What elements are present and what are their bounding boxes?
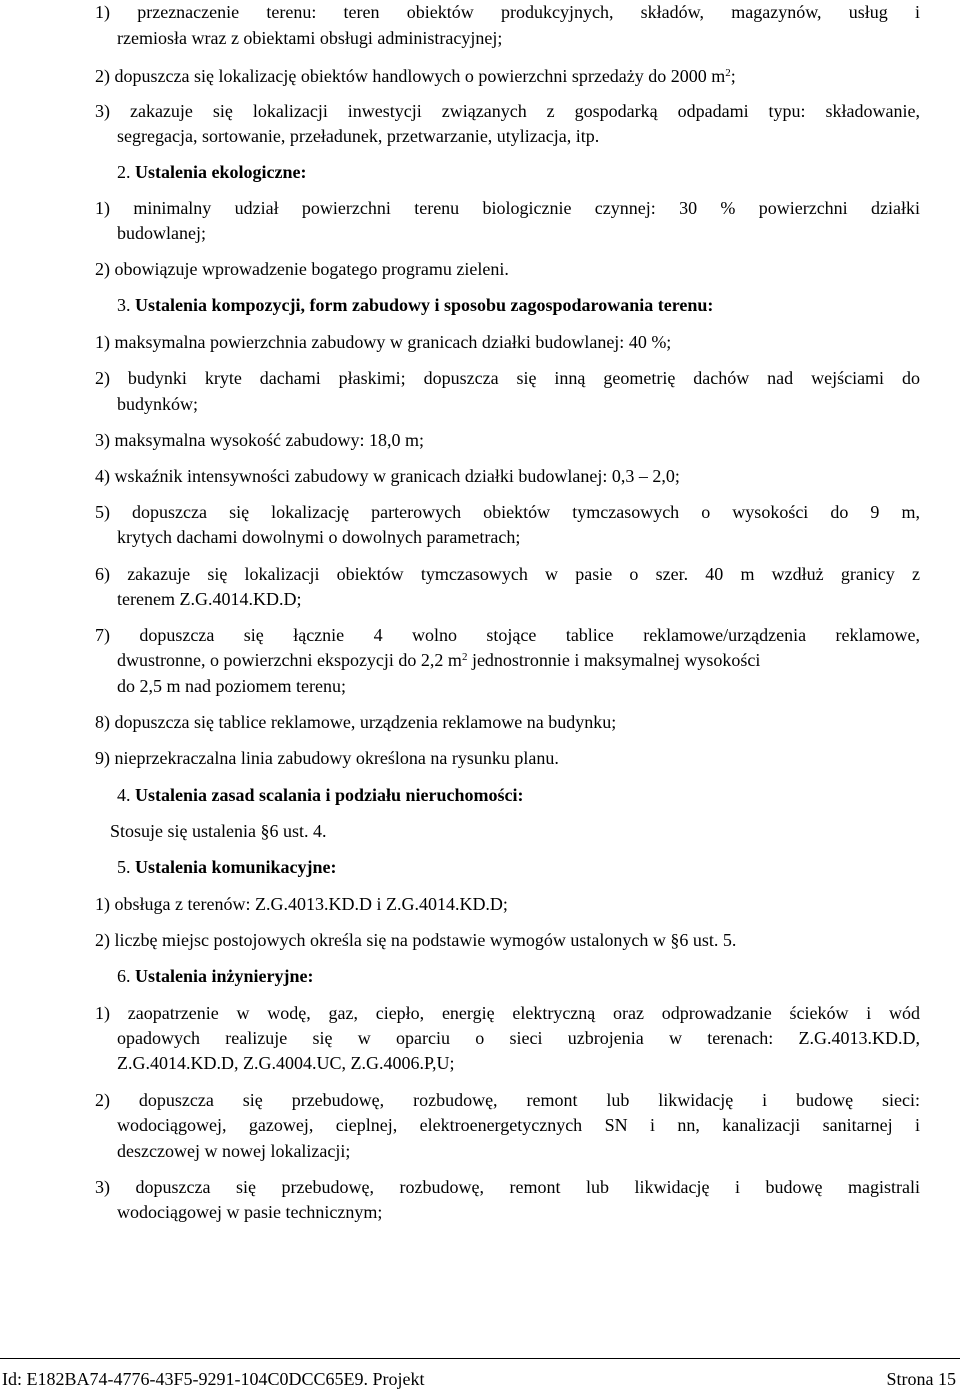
s6-item2-line2: wodociągowej, gazowej, cieplnej, elektroenergetycznych SN i nn, kanalizacji sanitarnej i <box>117 1115 920 1135</box>
footer-document-id: Id: E182BA74-4776-43F5-9291-104C0DCC65E9. Projekt <box>2 1369 425 1389</box>
s4-heading: Ustalenia zasad scalania i podziału nieruchomości: <box>135 785 524 805</box>
s3-item8: 8) dopuszcza się tablice reklamowe, urządzenia reklamowe na budynku; <box>95 712 617 732</box>
s6-item2-line1: 2) dopuszcza się przebudowę, rozbudowę, remont lub likwidację i budowę sieci: <box>95 1090 920 1110</box>
s3-item1: 1) maksymalna powierzchnia zabudowy w granicach działki budowlanej: 40 %; <box>95 332 672 352</box>
s6-item1-line1: 1) zaopatrzenie w wodę, gaz, ciepło, energię elektryczną oraz odprowadzanie ścieków i wód <box>95 1003 920 1023</box>
s3-item7-line3: do 2,5 m nad poziomem terenu; <box>117 676 346 696</box>
s6-item3-line1: 3) dopuszcza się przebudowę, rozbudowę, remont lub likwidację i budowę magistrali <box>95 1177 920 1197</box>
s6-heading-row <box>117 964 313 988</box>
s3-item7-line1: 7) dopuszcza się łącznie 4 wolno stojące tablice reklamowe/urządzenia reklamowe, <box>95 625 920 645</box>
s3-item7-line2 <box>117 648 760 672</box>
s1-item2-text: 2) dopuszcza się lokalizację obiektów handlowych o powierzchni sprzedaży do 2000 m <box>95 66 726 86</box>
footer-page-number: Strona 15 <box>886 1369 956 1389</box>
s6-item1-line3: Z.G.4014.KD.D, Z.G.4004.UC, Z.G.4006.P,U; <box>117 1053 455 1073</box>
s3-item7-line2b: jednostronnie i maksymalnej wysokości <box>467 650 761 670</box>
s5-heading-row <box>117 855 337 879</box>
s3-item6-line1: 6) zakazuje się lokalizacji obiektów tymczasowych w pasie o szer. 40 m wzdłuż granicy z <box>95 564 920 584</box>
s6-item3-line2: wodociągowej w pasie technicznym; <box>117 1202 383 1222</box>
s3-item2-line1: 2) budynki kryte dachami płaskimi; dopuszcza się inną geometrię dachów nad wejściami do <box>95 368 920 388</box>
s3-item5-line1: 5) dopuszcza się lokalizację parterowych obiektów tymczasowych o wysokości do 9 m, <box>95 502 920 522</box>
s2-heading: Ustalenia ekologiczne: <box>135 162 307 182</box>
s6-heading: Ustalenia inżynieryjne: <box>135 966 314 986</box>
s5-heading: Ustalenia komunikacyjne: <box>135 857 337 877</box>
s2-item1-line2: budowlanej; <box>117 223 206 243</box>
s6-item1-line2: opadowych realizuje się w oparciu o sieci uzbrojenia w terenach: Z.G.4013.KD.D, <box>117 1028 920 1048</box>
s5-item1: 1) obsługa z terenów: Z.G.4013.KD.D i Z.G.4014.KD.D; <box>95 894 508 914</box>
s3-item6-line2: terenem Z.G.4014.KD.D; <box>117 589 302 609</box>
s3-item5-line2: krytych dachami dowolnymi o dowolnych parametrach; <box>117 527 521 547</box>
s3-heading: Ustalenia kompozycji, form zabudowy i sposobu zagospodarowania terenu: <box>135 295 714 315</box>
s3-item9: 9) nieprzekraczalna linia zabudowy określona na rysunku planu. <box>95 748 559 768</box>
s3-item2-line2: budynków; <box>117 394 198 414</box>
s3-heading-row <box>117 293 713 317</box>
s5-number: 5. <box>117 857 131 877</box>
s1-item1-line1: 1) przeznaczenie terenu: teren obiektów produkcyjnych, składów, magazynów, usług i <box>95 2 920 22</box>
s3-item7-sup: 2 <box>461 651 468 663</box>
s1-item1-line2: rzemiosła wraz z obiektami obsługi administracyjnej; <box>117 28 503 48</box>
s1-item3-line1: 3) zakazuje się lokalizacji inwestycji związanych z gospodarką odpadami typu: składowanie, <box>95 101 920 121</box>
s3-item3: 3) maksymalna wysokość zabudowy: 18,0 m; <box>95 430 424 450</box>
s2-heading-row <box>117 160 306 184</box>
s4-number: 4. <box>117 785 131 805</box>
s5-item2: 2) liczbę miejsc postojowych określa się na podstawie wymogów ustalonych w §6 ust. 5. <box>95 930 737 950</box>
s3-number: 3. <box>117 295 131 315</box>
s1-item2 <box>95 64 736 88</box>
s3-item4: 4) wskaźnik intensywności zabudowy w granicach działki budowlanej: 0,3 – 2,0; <box>95 466 680 486</box>
s4-heading-row <box>117 783 524 807</box>
s2-item1-line1: 1) minimalny udział powierzchni terenu biologicznie czynnej: 30 % powierzchni działki <box>95 198 920 218</box>
s4-text: Stosuje się ustalenia §6 ust. 4. <box>110 821 327 841</box>
s6-number: 6. <box>117 966 131 986</box>
s6-item2-line3: deszczowej w nowej lokalizacji; <box>117 1141 351 1161</box>
s3-item7-line2a: dwustronne, o powierzchni ekspozycji do 2,2 m <box>117 650 462 670</box>
s1-item2-sup: 2 <box>725 67 731 79</box>
s2-number: 2. <box>117 162 131 182</box>
s1-item2-end: ; <box>730 66 736 86</box>
s2-item2: 2) obowiązuje wprowadzenie bogatego programu zieleni. <box>95 259 509 279</box>
footer-divider <box>0 1358 960 1359</box>
s1-item3-line2: segregacja, sortowanie, przeładunek, przetwarzanie, utylizacja, itp. <box>117 126 600 146</box>
